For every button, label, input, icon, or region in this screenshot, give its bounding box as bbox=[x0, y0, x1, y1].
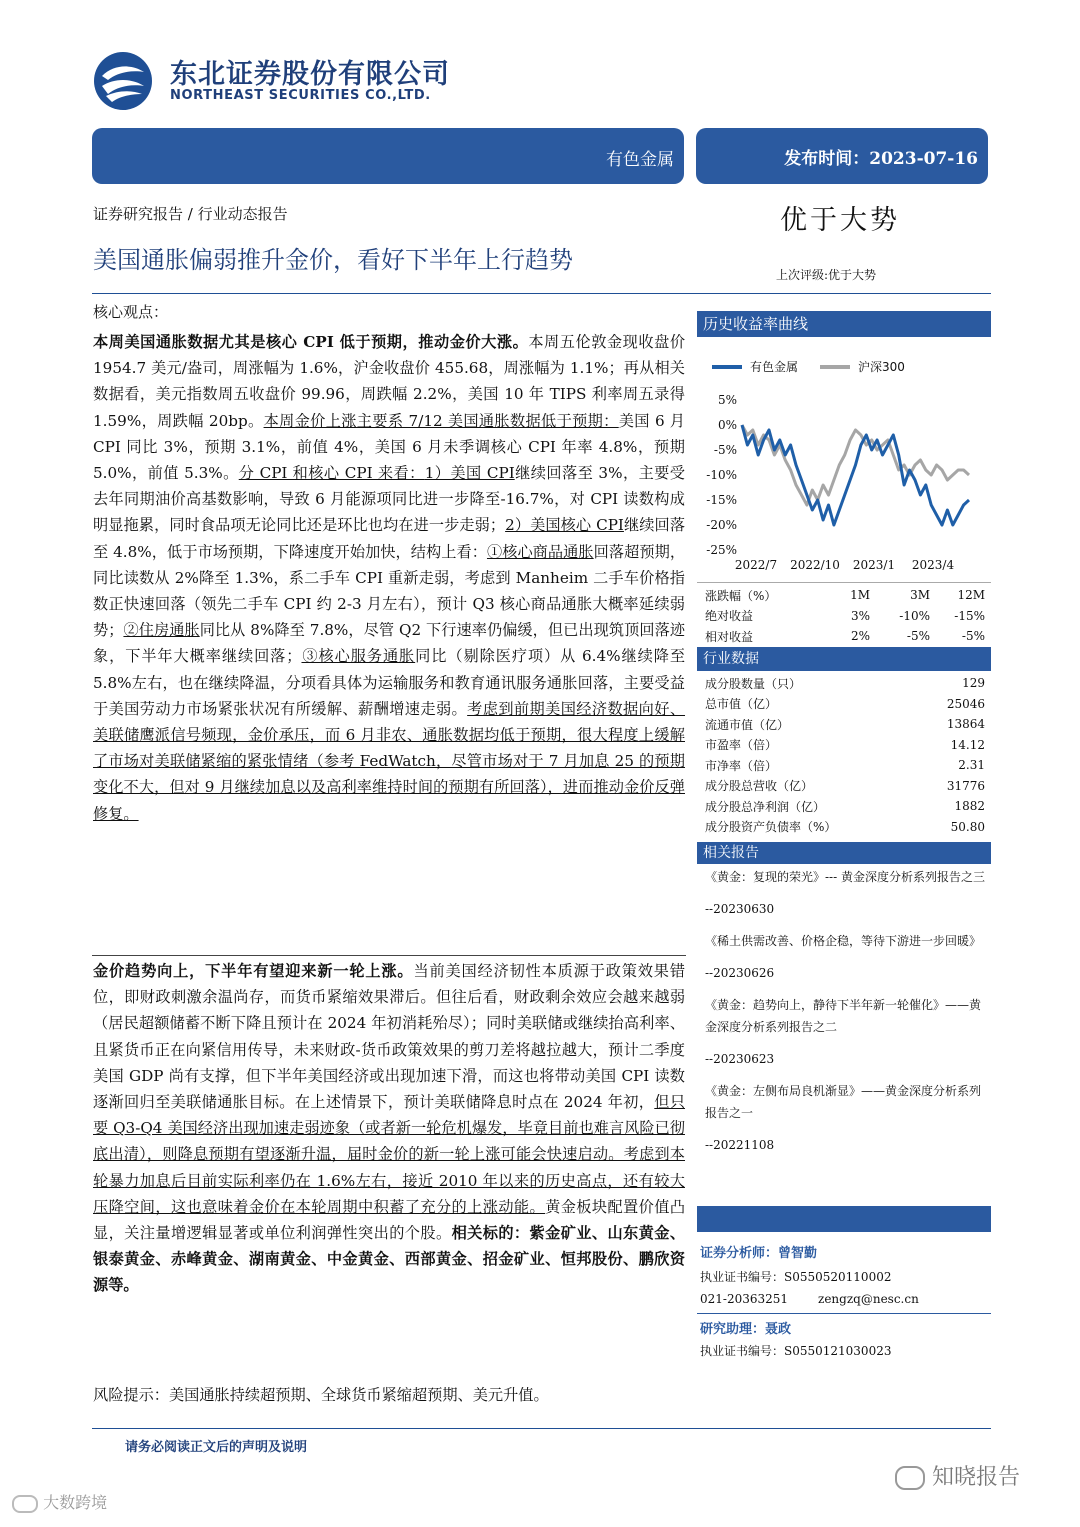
table-row bbox=[705, 606, 985, 627]
footer-disclaimer: 请务必阅读正文后的声明及说明 bbox=[125, 1440, 308, 1455]
analyst-divider bbox=[697, 1313, 991, 1314]
table-row bbox=[705, 714, 985, 735]
industry-value: 13864 bbox=[946, 717, 985, 732]
industry-label: 流通市值（亿） bbox=[705, 717, 790, 732]
text-segment: ①核心商品通胀 bbox=[486, 542, 594, 561]
perf-row-label: 相对收益 bbox=[705, 629, 754, 644]
industry-value: 31776 bbox=[946, 778, 985, 793]
x-tick-label: 2023/1 bbox=[852, 558, 896, 572]
wechat-icon bbox=[895, 1466, 925, 1490]
y-tick-label: -5% bbox=[713, 443, 737, 457]
table-row bbox=[705, 735, 985, 756]
company-logo bbox=[92, 50, 154, 112]
related-report-date: --20221108 bbox=[705, 1138, 775, 1152]
main-paragraph-1 bbox=[93, 329, 685, 827]
return-chart bbox=[697, 345, 991, 580]
table-row bbox=[705, 796, 985, 817]
related-report-date: --20230623 bbox=[705, 1052, 775, 1066]
y-tick-label: -25% bbox=[706, 543, 737, 557]
perf-header-1m: 1M bbox=[850, 588, 870, 603]
related-report-date: --20230626 bbox=[705, 966, 775, 980]
y-tick-label: 5% bbox=[717, 393, 737, 407]
text-segment: 分 CPI 和核心 CPI 来看： bbox=[238, 464, 425, 483]
related-report-title[interactable]: 《稀土供需改善、价格企稳，等待下游进一步回暖》 bbox=[705, 934, 982, 948]
publish-date: 发布时间：2023-07-16 bbox=[784, 149, 978, 169]
assistant-cert: 执业证书编号：S0550121030023 bbox=[700, 1344, 892, 1358]
text-segment: ③核心服务通胀 bbox=[301, 647, 416, 666]
industry-label: 总市值（亿） bbox=[705, 697, 778, 712]
analyst-name: 证券分析师：曾智勤 bbox=[700, 1246, 818, 1261]
y-tick-label: -15% bbox=[706, 493, 737, 507]
text-segment: 金价趋势向上，下半年有望迎来新一轮上涨。 bbox=[93, 962, 414, 980]
legend-label: 有色金属 bbox=[750, 360, 799, 374]
text-segment: 本周金价上涨主要系 7/12 美国通胀数据低于预期： bbox=[263, 411, 619, 430]
analyst-cert: 执业证书编号：S0550520110002 bbox=[700, 1270, 892, 1284]
watermark-right bbox=[895, 1460, 1020, 1491]
watermark-left bbox=[12, 1490, 107, 1513]
performance-table bbox=[705, 585, 985, 647]
perf-cell: -5% bbox=[906, 629, 930, 644]
text-segment: 继续回落至 4.8%，低于市场预期，下降速度开始加快，结构上看： bbox=[93, 516, 686, 561]
analyst-phone: 021-20363251 bbox=[700, 1292, 789, 1306]
table-row bbox=[705, 673, 985, 694]
company-name-en: NORTHEAST SECURITIES CO.,LTD. bbox=[170, 88, 431, 103]
text-segment: 黄金板块配置价值凸显，关注量增逻辑显著或单位利润弹性突出的个股。 bbox=[93, 1197, 686, 1243]
perf-cell: -15% bbox=[954, 608, 985, 623]
related-report-title[interactable]: 《黄金：复现的荣光》--- 黄金深度分析系列报告之三 bbox=[705, 870, 985, 884]
sector-label: 有色金属 bbox=[606, 150, 674, 170]
industry-section-header: 行业数据 bbox=[697, 647, 991, 671]
watermark-right-text: 知晓报告 bbox=[932, 1465, 1021, 1490]
related-section-header: 相关报告 bbox=[697, 842, 991, 864]
industry-label: 市净率（倍） bbox=[705, 758, 778, 773]
core-label: 核心观点： bbox=[93, 303, 169, 321]
report-title: 美国通胀偏弱推升金价，看好下半年上行趋势 bbox=[93, 246, 573, 274]
x-tick-label: 2022/10 bbox=[790, 558, 840, 572]
table-row bbox=[705, 694, 985, 715]
industry-value: 25046 bbox=[946, 696, 985, 711]
perf-cell: -10% bbox=[899, 608, 930, 623]
chart-divider bbox=[697, 582, 991, 583]
industry-label: 成分股总营收（亿） bbox=[705, 779, 814, 794]
text-segment: ②住房通胀 bbox=[123, 621, 200, 640]
industry-value: 50.80 bbox=[950, 819, 985, 834]
risk-note: 风险提示：美国通胀持续超预期、全球货币紧缩超预期、美元升值。 bbox=[93, 1386, 549, 1404]
industry-label: 成分股数量（只） bbox=[705, 676, 802, 691]
para-divider bbox=[92, 955, 686, 956]
table-row bbox=[705, 776, 985, 797]
industry-label: 市盈率（倍） bbox=[705, 738, 778, 753]
perf-header-3m: 3M bbox=[910, 588, 930, 603]
industry-value: 129 bbox=[962, 676, 985, 691]
report-type: 证券研究报告 / 行业动态报告 bbox=[93, 205, 288, 223]
industry-table bbox=[705, 673, 985, 837]
footer-divider bbox=[92, 1428, 991, 1429]
industry-value: 1882 bbox=[954, 799, 985, 814]
text-segment: 考虑到前期美国经济数据向好、美联储鹰派信号频现，金价承压，而 6 月非农、通胀数据均低于预期，很大程度上缓解了市场对美联储紧缩的紧张情绪（参考 FedWatch，尽管市场对于 7 月加息 25 的预期变化不大，但对 9 月继续加息以及高利率维持时间的预期有所回落），进而推动金价反弹修复。 bbox=[93, 699, 686, 823]
analyst-section-bar bbox=[697, 1206, 991, 1232]
industry-label: 成分股资产负债率（%） bbox=[705, 820, 837, 835]
text-segment: 继续回落至 3%，主要受去年同期油价高基数影响，导致 6 月能源项同比进一步降至-16.7%，对 CPI 读数构成明显拖累，同时食品项无论同比还是环比也均在进一步走弱； bbox=[93, 464, 685, 535]
series-line bbox=[742, 425, 969, 525]
perf-cell: 2% bbox=[850, 629, 870, 644]
y-tick-label: -20% bbox=[706, 518, 737, 532]
legend-label: 沪深300 bbox=[858, 360, 905, 374]
related-report-date: --20230630 bbox=[705, 902, 775, 916]
x-tick-label: 2022/7 bbox=[734, 558, 778, 572]
previous-rating: 上次评级:优于大势 bbox=[776, 268, 877, 282]
performance-header-row bbox=[705, 585, 985, 606]
title-divider bbox=[92, 293, 991, 294]
industry-value: 2.31 bbox=[958, 758, 985, 773]
assistant-name: 研究助理：聂政 bbox=[700, 1322, 792, 1337]
text-segment: 同比（剔除医疗项）从 6.4%继续降至 5.8%左右，也在继续降温，分项看具体为运输服务和教育通讯服务通胀回落，主要受益于美国劳动力市场紧张状况有所缓解、薪酬增速走弱。 bbox=[93, 647, 686, 718]
text-segment: 本周五伦敦金现收盘价 1954.7 美元/盎司，周涨幅为 1.6%，沪金收盘价 455.68，周涨幅为 1.1%；再从相关数据看，美元指数周五收盘价 99.96，周跌幅 2.2%，美国 10 年 TIPS 利率周五录得 1.59%，周跌幅 20bp。 bbox=[93, 333, 686, 430]
weibo-icon bbox=[12, 1495, 38, 1513]
publish-banner bbox=[696, 128, 988, 184]
text-segment: 回落超预期，同比读数从 2%降至 1.3%，系二手车 CPI 重新走弱，考虑到 Manheim 二手车价格指数正快速回落（领先二手车 CPI 约 2-3 月左右），预计 Q3 核心商品通胀大概率延续弱势； bbox=[93, 542, 686, 640]
sector-banner bbox=[92, 128, 684, 184]
table-row bbox=[705, 626, 985, 647]
perf-row-label: 绝对收益 bbox=[705, 609, 754, 624]
table-row bbox=[705, 755, 985, 776]
text-segment: 相关标的：紫金矿业、山东黄金、银泰黄金、赤峰黄金、湖南黄金、中金黄金、西部黄金、招金矿业、恒邦股份、鹏欣资源等。 bbox=[93, 1224, 686, 1295]
text-segment: 同比从 8%降至 7.8%，尽管 Q2 下行速率仍偏缓，但已出现筑顶回落迹象，下半年大概率继续回落； bbox=[93, 621, 686, 666]
rating: 优于大势 bbox=[780, 205, 900, 236]
text-segment: 1）美国 CPI bbox=[424, 464, 515, 483]
industry-label: 成分股总净利润（亿） bbox=[705, 799, 826, 814]
text-segment: 美国 6 月 CPI 同比 3%，预期 3.1%，前值 4%，美国 6 月未季调核心 CPI 年率 4.8%，预期 5.0%，前值 5.3%。 bbox=[93, 411, 685, 483]
text-segment: 本周美国通胀数据尤其是核心 CPI 低于预期，推动金价大涨。 bbox=[93, 333, 529, 351]
company-name-cn: 东北证券股份有限公司 bbox=[170, 59, 450, 90]
main-paragraph-2 bbox=[93, 958, 685, 1299]
watermark-left-text: 大数跨境 bbox=[43, 1493, 108, 1512]
perf-header-12m: 12M bbox=[957, 588, 985, 603]
y-tick-label: 0% bbox=[717, 418, 737, 432]
industry-value: 14.12 bbox=[950, 737, 985, 752]
chart-section-header: 历史收益率曲线 bbox=[697, 311, 991, 337]
text-segment: 2）美国核心 CPI bbox=[505, 516, 624, 535]
related-reports bbox=[705, 866, 990, 1156]
perf-cell: -5% bbox=[961, 629, 985, 644]
y-tick-label: -10% bbox=[706, 468, 737, 482]
text-segment: 但只要 Q3-Q4 美国经济出现加速走弱迹象（或者新一轮危机爆发，毕竟目前也难言风险已彻底出清），则降息预期有望逐渐升温，届时金价的新一轮上涨可能会快速启动。考虑到本轮暴力加息后目前实际利率仍在 1.6%左右，接近 2010 年以来的历史高点，还有较大压降空间，这也意味着金价在本轮周期中积蓄了充分的上涨动能。 bbox=[93, 1093, 686, 1216]
text-segment: 当前美国经济韧性本质源于政策效果错位，即财政刺激余温尚存，而货币紧缩效果滞后。但往后看，财政剩余效应会越来越弱（居民超额储蓄不断下降且预计在 2024 年初消耗殆尽）；同时美联储或继续抬高利率、且紧货币正在向紧信用传导，未来财政-货币政策效果的剪刀差将越拉越大，预计二季度美国 GDP 尚有支撑，但下半年美国经济或出现加速下滑，而这也将带动美国 CPI 读数逐渐回归至美联储通胀目标。在上述情景下，预计美联储降息时点在 2024 年初， bbox=[93, 962, 686, 1112]
perf-header-label: 涨跌幅（%） bbox=[705, 588, 777, 603]
table-row bbox=[705, 817, 985, 838]
x-tick-label: 2023/4 bbox=[911, 558, 955, 572]
perf-cell: 3% bbox=[850, 608, 870, 623]
related-report-title[interactable]: 《黄金：趋势向上，静待下半年新一轮催化》——黄金深度分析系列报告之二 bbox=[705, 998, 982, 1034]
related-report-title[interactable]: 《黄金：左侧布局良机渐显》——黄金深度分析系列报告之一 bbox=[705, 1084, 982, 1120]
analyst-email[interactable]: zengzq@nesc.cn bbox=[818, 1292, 919, 1306]
